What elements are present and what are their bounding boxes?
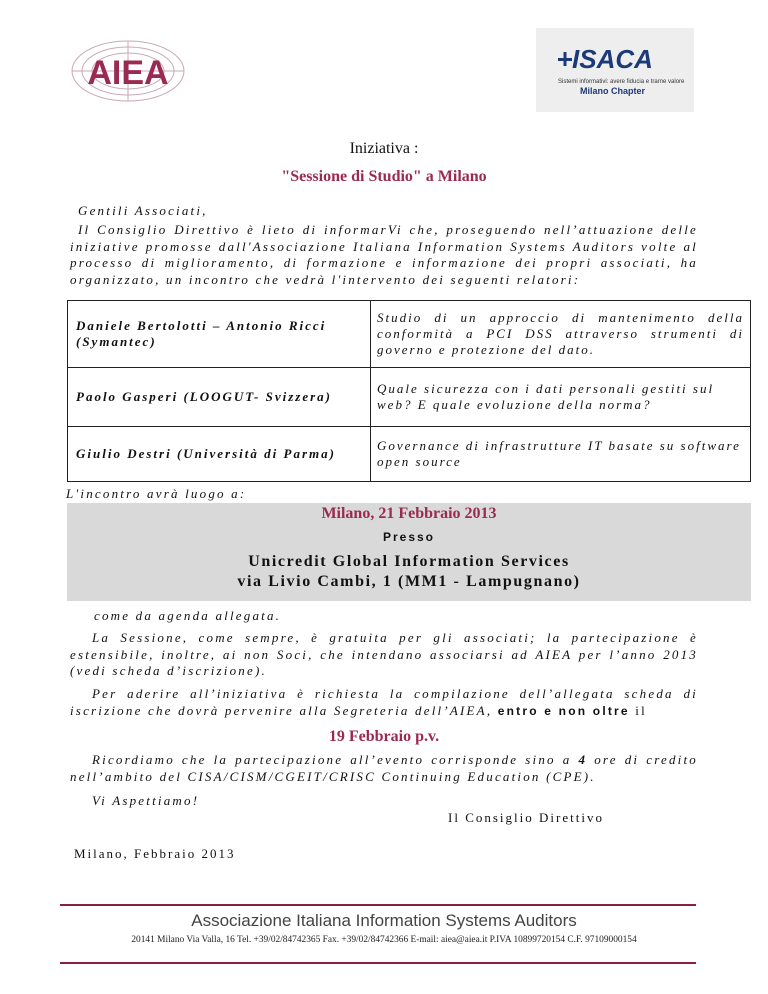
isaca-chapter: Milano Chapter [580, 86, 646, 96]
credits-paragraph [70, 752, 698, 785]
deadline: 19 Febbraio p.v. [328, 728, 440, 745]
credits-text: Ricordiamo che la partecipazione all’evento corrisponde sino a [92, 752, 572, 767]
isaca-logo-text: ISACA [572, 44, 653, 74]
greeting: Gentili Associati, [78, 203, 208, 218]
event-date: Milano, 21 Febbraio 2013 [321, 505, 497, 522]
speaker-affiliation: (Symantec) [76, 334, 157, 349]
venue-address [67, 552, 751, 592]
credits-text-end: ore di credito nell’ambito del CISA/CISM/CGEIT/CRISC Continuing Education (CPE). [70, 752, 698, 784]
footer-org-name: Associazione Italiana Information Systems Auditors [191, 911, 577, 930]
isaca-tagline: Sistemi informativi: avere fiducia e trarne valore [558, 79, 685, 85]
speaker-name-line: Daniele Bertolotti – Antonio Ricci [76, 318, 327, 333]
closing: Vi Aspettiamo! [92, 793, 200, 808]
footer-rule-bottom [60, 962, 696, 964]
credit-hours: 4 [578, 752, 588, 767]
presso-label: Presso [382, 530, 436, 544]
table-row [68, 301, 751, 368]
intro-paragraph: Il Consiglio Direttivo è lieto di informarVi che, proseguendo nell’attuazione delle iniziative promosse dall'Associazione Italiana Information Systems Auditors volte al processo di miglioramento, di formazione e informazione dei propri associati, ha organizzato, un incontro che vedrà l'intervento dei seguenti relatori: [70, 222, 698, 287]
session-title: "Sessione di Studio" a Milano [281, 168, 487, 185]
signup-emphasis: entro e non oltre [497, 703, 630, 718]
initiative-label: Iniziativa : [349, 140, 419, 157]
table-row [68, 368, 751, 427]
isaca-logo [536, 28, 694, 112]
signup-text: Per aderire all’iniziativa è richiesta la compilazione dell’allegata scheda di iscrizione che dovrà pervenire alla Segreteria dell’AIEA, [70, 686, 698, 718]
venue-intro: L'incontro avrà luogo a: [66, 486, 247, 501]
agenda-note: come da agenda allegata. [94, 608, 282, 623]
speaker-name: Giulio Destri (Università di Parma) [68, 427, 371, 482]
aiea-logo [68, 36, 190, 106]
signup-paragraph [70, 686, 698, 719]
footer-contacts: 20141 Milano Via Valla, 16 Tel. +39/02/84742365 Fax. +39/02/84742366 E-mail: aiea@aiea.it P.IVA 10899720154 C.F. 97109000154 [131, 935, 637, 945]
place-date: Milano, Febbraio 2013 [74, 846, 236, 861]
signature: Il Consiglio Direttivo [448, 810, 604, 825]
footer-rule-top [60, 904, 696, 906]
venue-street: via Livio Cambi, 1 (MM1 - Lampugnano) [237, 573, 581, 590]
free-participation-note: La Sessione, come sempre, è gratuita per gli associati; la partecipazione è estensibile, inoltre, ai non Soci, che intendano associarsi ad AIEA per l’anno 2013 (vedi scheda d’iscrizione). [70, 630, 698, 678]
speaker-name: Paolo Gasperi (LOOGUT- Svizzera) [68, 368, 371, 427]
speaker-topic: Governance di infrastrutture IT basate su software open source [371, 427, 751, 482]
speaker-name [68, 301, 371, 368]
signup-tail: il [635, 702, 647, 718]
venue-name: Unicredit Global Information Services [248, 553, 570, 570]
table-row [68, 427, 751, 482]
aiea-logo-text: AIEA [87, 54, 169, 92]
speakers-table [67, 300, 751, 482]
speaker-topic: Quale sicurezza con i dati personali gestiti sul web? E quale evoluzione della norma? [371, 368, 751, 427]
speaker-topic: Studio di un approccio di mantenimento della conformità a PCI DSS attraverso strumenti di governo e protezione del dato. [371, 301, 751, 368]
